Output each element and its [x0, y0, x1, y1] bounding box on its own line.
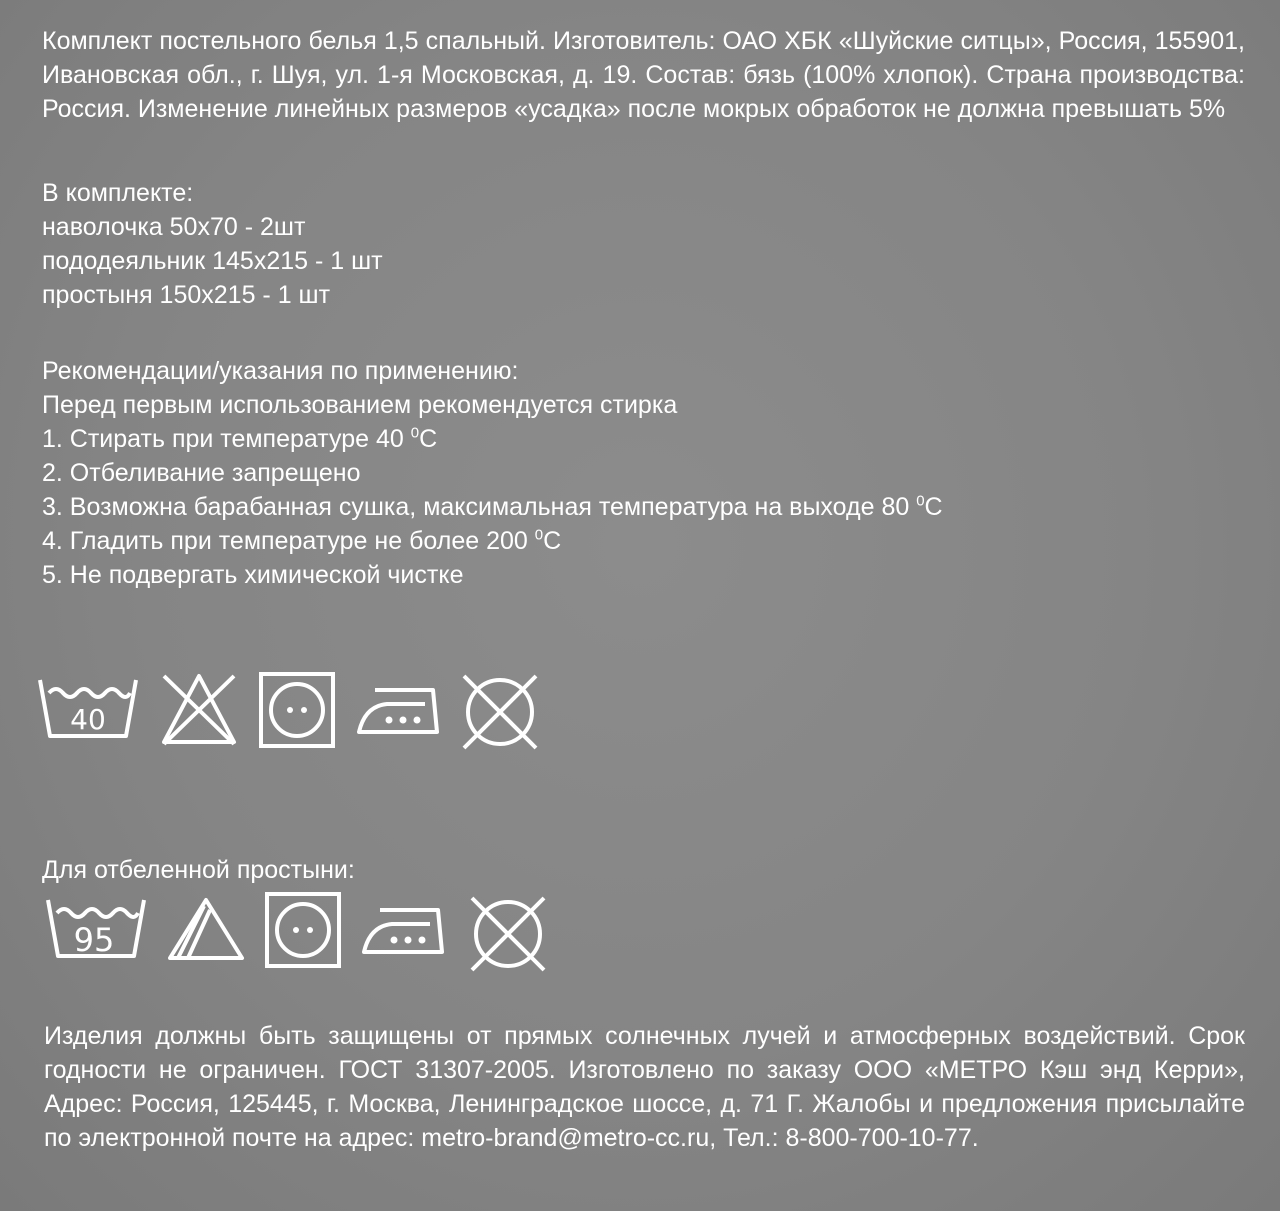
- care-step-text: 5. Не подвергать химической чистке: [42, 561, 464, 589]
- temperature-unit: С: [543, 527, 562, 555]
- degree-mark: 0: [534, 526, 544, 544]
- bleached-symbols-row: [0, 890, 1280, 980]
- wash-95-icon: [46, 898, 146, 960]
- tumble-dry-icon: [259, 672, 335, 748]
- temperature-unit: С: [419, 425, 438, 453]
- contents-item: наволочка 50х70 - 2шт: [42, 213, 306, 241]
- care-step-text: 2. Отбеливание запрещено: [42, 459, 361, 487]
- contents-item: пододеяльник 145х215 - 1 шт: [42, 247, 383, 275]
- bleached-sheet-title: Для отбеленной простыни:: [42, 856, 355, 884]
- degree-mark: 0: [410, 424, 420, 442]
- care-step: [42, 524, 943, 558]
- contents-heading: В комплекте:: [42, 179, 194, 207]
- temperature-unit: С: [924, 493, 943, 521]
- care-symbols-row: [0, 668, 1280, 758]
- wash-temperature: 95: [73, 921, 115, 959]
- contents-section: [42, 176, 383, 312]
- no-dry-clean-icon: [468, 894, 548, 974]
- care-step-text: 1. Стирать при температуре 40: [42, 425, 411, 453]
- care-heading: Рекомендации/указания по применению:: [42, 357, 519, 385]
- care-instructions: [42, 354, 943, 592]
- no-bleach-icon: [160, 672, 238, 746]
- iron-three-dots-icon: [357, 684, 439, 736]
- care-step: [42, 490, 943, 524]
- footer-paragraph: Изделия должны быть защищены от прямых солнечных лучей и атмосферных воздействий. Срок годности не ограничен. ГОСТ 31307-2005. Изготовлено по заказу ООО «МЕТРО Кэш энд Керри», Адрес: Россия, 125445, г. Москва, Ленинградское шоссе, д. 71 Г. Жалобы и предложения присылайте по электронной почте на адрес: metro-brand@metro-cc.ru, Тел.: 8-800-700-10-77.: [44, 1022, 1245, 1152]
- care-note: Перед первым использованием рекомендуется стирка: [42, 391, 678, 419]
- care-step-text: 4. Гладить при температуре не более 200: [42, 527, 535, 555]
- care-step-text: 3. Возможна барабанная сушка, максимальная температура на выходе 80: [42, 493, 917, 521]
- tumble-dry-icon: [265, 892, 341, 968]
- care-step: [42, 422, 943, 456]
- care-step: [42, 558, 943, 592]
- non-chlorine-bleach-icon: [166, 896, 246, 962]
- contents-item: простыня 150х215 - 1 шт: [42, 281, 331, 309]
- iron-three-dots-icon: [362, 904, 444, 956]
- no-dry-clean-icon: [460, 672, 540, 752]
- intro-paragraph: Комплект постельного белья 1,5 спальный. Изготовитель: ОАО ХБК «Шуйские ситцы», Россия, 155901, Ивановская обл., г. Шуя, ул. 1-я Московская, д. 19. Состав: бязь (100% хлопок). Страна производства: Россия. Изменение линейных размеров «усадка» после мокрых обработок не должна превышать 5%: [42, 27, 1245, 123]
- care-step: [42, 456, 943, 490]
- wash-40-icon: [38, 678, 138, 740]
- degree-mark: 0: [916, 492, 925, 510]
- wash-temperature: 40: [70, 703, 106, 736]
